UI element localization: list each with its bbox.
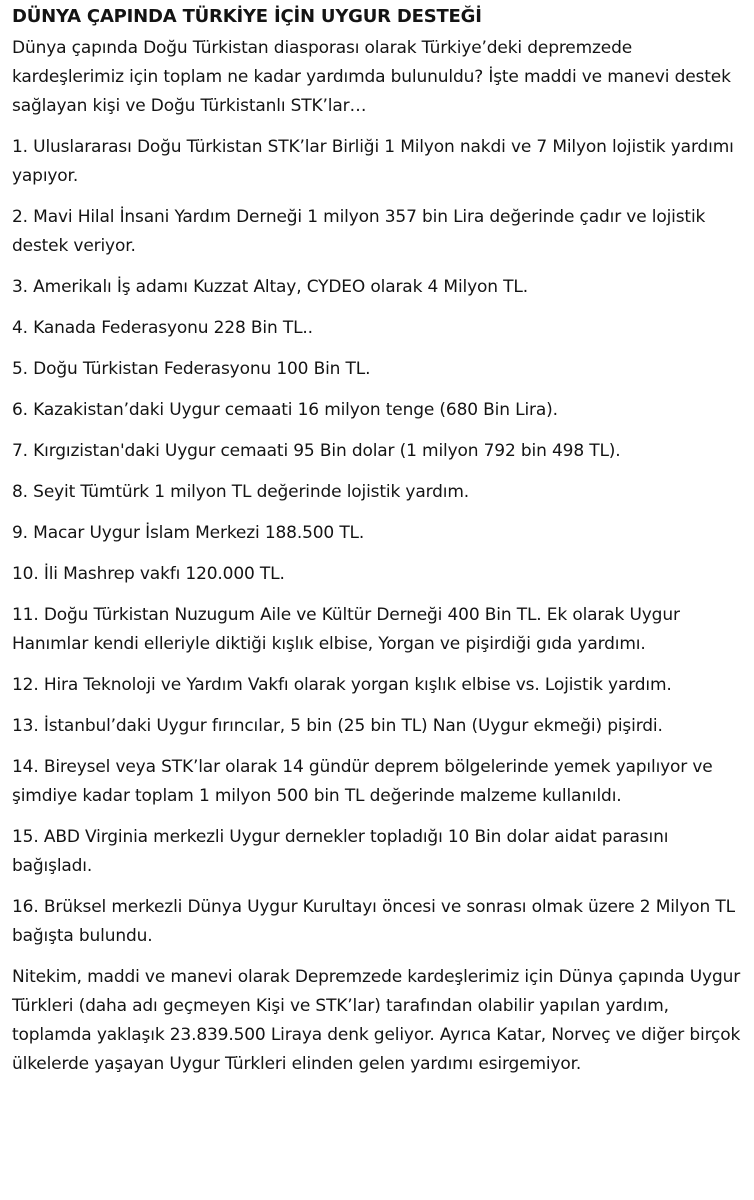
list-item: 16. Brüksel merkezli Dünya Uygur Kurultayı öncesi ve sonrası olmak üzere 2 Milyon TL bağışta bulundu.: [12, 897, 735, 946]
list-item: 11. Doğu Türkistan Nuzugum Aile ve Kültür Derneği 400 Bin TL. Ek olarak Uygur Hanımlar kendi elleriyle diktiği kışlık elbise, Yorgan ve pişirdiği gıda yardımı.: [12, 605, 680, 654]
list-item: 2. Mavi Hilal İnsani Yardım Derneği 1 milyon 357 bin Lira değerinde çadır ve lojistik destek veriyor.: [12, 207, 706, 256]
list-item: 14. Bireysel veya STK’lar olarak 14 gündür deprem bölgelerinde yemek yapılıyor ve şimdiye kadar toplam 1 milyon 500 bin TL değerinde malzeme kullanıldı.: [12, 757, 713, 806]
list-item: 13. İstanbul’daki Uygur fırıncılar, 5 bin (25 bin TL) Nan (Uygur ekmeği) pişirdi.: [12, 716, 663, 736]
list-item: 1. Uluslararası Doğu Türkistan STK’lar Birliği 1 Milyon nakdi ve 7 Milyon lojistik yardımı yapıyor.: [12, 137, 734, 186]
list-item: 10. İli Mashrep vakfı 120.000 TL.: [12, 564, 285, 584]
list-item: 12. Hira Teknoloji ve Yardım Vakfı olarak yorgan kışlık elbise vs. Lojistik yardım.: [12, 675, 672, 695]
document-title: DÜNYA ÇAPINDA TÜRKİYE İÇİN UYGUR DESTEĞİ: [12, 6, 482, 27]
list-item: 3. Amerikalı İş adamı Kuzzat Altay, CYDEO olarak 4 Milyon TL.: [12, 277, 528, 297]
conclusion-paragraph: Nitekim, maddi ve manevi olarak Depremzede kardeşlerimiz için Dünya çapında Uygur Türkleri (daha adı geçmeyen Kişi ve STK’lar) tarafından olabilir yapılan yardım, toplamda yaklaşık 23.839.500 Liraya denk geliyor. Ayrıca Katar, Norveç ve diğer birçok ülkelerde yaşayan Uygur Türkleri elinden gelen yardımı esirgemiyor.: [12, 967, 741, 1074]
list-item: 4. Kanada Federasyonu 228 Bin TL..: [12, 318, 313, 338]
list-item: 15. ABD Virginia merkezli Uygur dernekler topladığı 10 Bin dolar aidat parasını bağışladı.: [12, 827, 669, 876]
list-item: 5. Doğu Türkistan Federasyonu 100 Bin TL.: [12, 359, 371, 379]
list-item: 8. Seyit Tümtürk 1 milyon TL değerinde lojistik yardım.: [12, 482, 470, 502]
intro-paragraph: Dünya çapında Doğu Türkistan diasporası olarak Türkiye’deki depremzede kardeşlerimiz için toplam ne kadar yardımda bulunuldu? İşte maddi ve manevi destek sağlayan kişi ve Doğu Türkistanlı STK’lar…: [12, 38, 731, 116]
list-item: 7. Kırgızistan'daki Uygur cemaati 95 Bin dolar (1 milyon 792 bin 498 TL).: [12, 441, 621, 461]
list-item: 9. Macar Uygur İslam Merkezi 188.500 TL.: [12, 523, 365, 543]
list-item: 6. Kazakistan’daki Uygur cemaati 16 milyon tenge (680 Bin Lira).: [12, 400, 558, 420]
